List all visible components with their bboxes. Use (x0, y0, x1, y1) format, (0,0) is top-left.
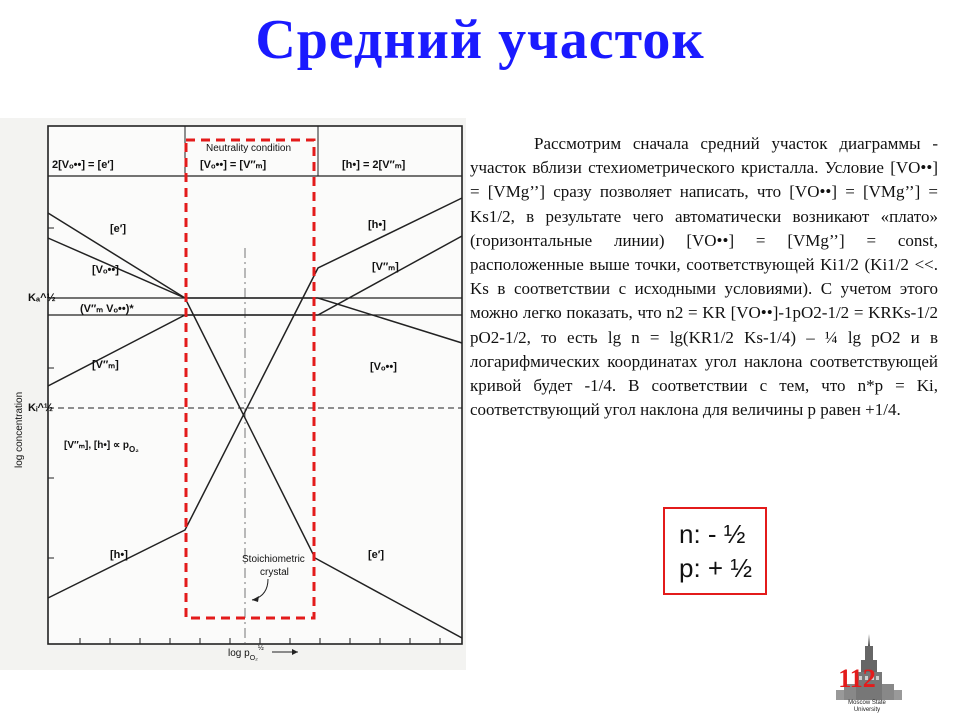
right-vm-label: [V″ₘ] (372, 261, 399, 273)
logo-caption (836, 700, 898, 714)
page-number: 112 (838, 664, 876, 693)
brouwer-diagram-svg (0, 118, 466, 670)
right-vo-label: [Vₒ••] (370, 361, 397, 373)
x-axis-sub: O₂ (249, 655, 258, 662)
slopes-box (663, 507, 767, 595)
slide-title: Средний участок (255, 9, 705, 71)
stoichiometric-label-2: crystal (260, 567, 289, 578)
region-left-label: 2[Vₒ••] = [e′] (52, 159, 114, 171)
plot-frame (48, 126, 462, 644)
region-right-label: [h•] = 2[V″ₘ] (342, 159, 406, 171)
product-label: (V″ₘ Vₒ••)* (80, 303, 134, 315)
prop-subscript: O₂ (129, 445, 139, 454)
logo-caption-line-1: Moscow State (848, 700, 886, 706)
x-axis-text: log p (228, 648, 250, 659)
y-axis-label: log concentration (14, 391, 25, 468)
right-h-label: [h•] (368, 219, 386, 231)
n-slope: n: - ½ (679, 519, 746, 549)
right-e-label: [e′] (368, 549, 385, 561)
left-vm-label: [V″ₘ] (92, 359, 119, 371)
explanation-paragraph: Рассмотрим сначала средний участок диаграммы - участок вблизи стехиометрического кристалла. Условие [VO••] = [VMg’’] сразу позволяет написать, что [VO••] = [VMg’’] = Ks1/2, в результате чего автоматически возникают «плато» (горизонтальные линии) [VO••] = [VMg’’] = const, расположенные выше точки, соответствующей Ki1/2 (Ki1/2 <<. Ks в соответствии с исходными условиями). С учетом этого можно легко показать, что n2 = KR [VO••]-1pO2-1/2 = KRKs-1/2 pO2-1/2, то есть lg n = lg(KR1/2 Ks-1/4) – ¼ lg pO2 и в логарифмических координатах угол наклона соответствующей кривой будет -1/4. В соответствии с тем, что n*p = Ki, соответствующий угол наклона для величины p равен +1/4. (470, 134, 938, 420)
stoichiometric-label-1: Stoichiometric (242, 554, 305, 565)
prop-text: [V″ₘ], [h•] ∝ p (64, 440, 129, 451)
left-h-label: [h•] (110, 549, 128, 561)
p-slope: p: + ½ (679, 553, 752, 583)
logo-caption-line-2: University (853, 707, 881, 713)
ka-label: Kₐ^½ (28, 292, 56, 304)
x-axis-exp: ½ (257, 645, 264, 652)
region-middle-label: [Vₒ••] = [V″ₘ] (200, 159, 267, 171)
left-e-label: [e′] (110, 223, 127, 235)
ki-label: Kᵢ^½ (28, 402, 54, 414)
neutrality-condition-label: Neutrality condition (206, 143, 292, 154)
left-vo-label: [Vₒ••] (92, 264, 119, 276)
brouwer-diagram (0, 118, 466, 670)
